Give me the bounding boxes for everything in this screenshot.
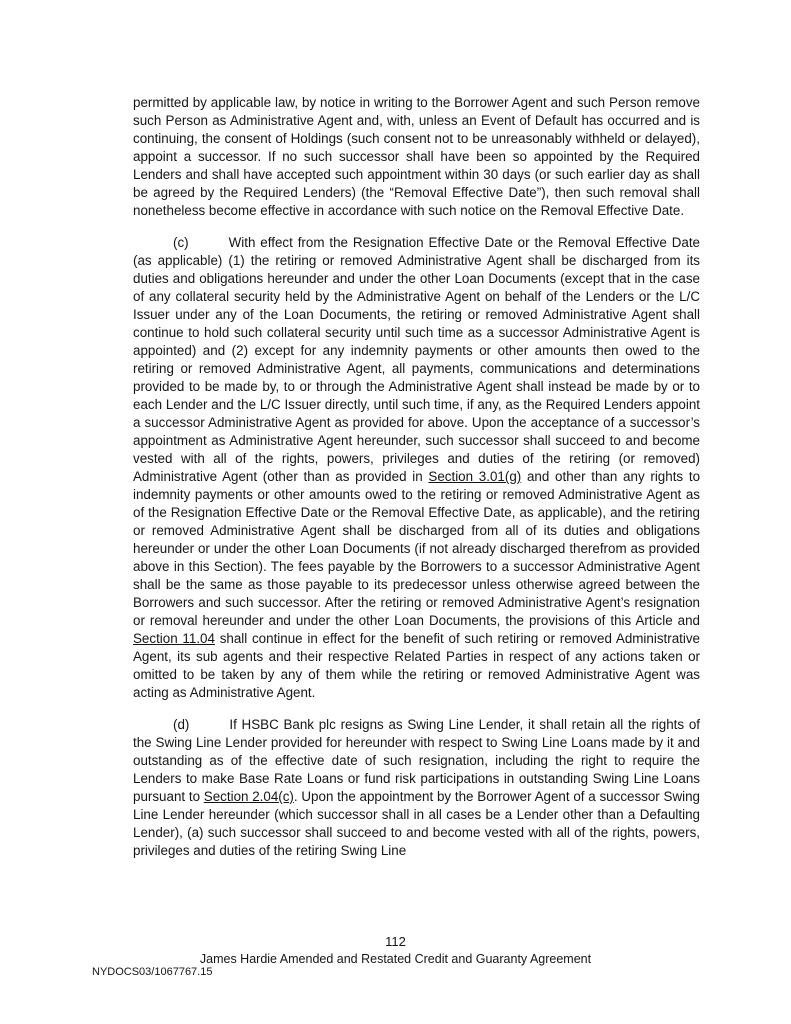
paragraph-label-d: (d) <box>173 717 190 732</box>
paragraph-text: If HSBC Bank plc resigns as Swing Line Lender, it shall retain all the rights of the Swing Line Lender provided for hereunder with respect to Swing Line Loans made by it and outstanding as of the effective date of such resignation, including the right to require the Lenders to make Base Rate Loans or fund risk participations in outstanding Swing Line Loans pursuant to <box>133 717 700 804</box>
document-id: NYDOCS03/1067767.15 <box>92 966 213 978</box>
paragraph-c <box>133 234 700 702</box>
paragraph-text: With effect from the Resignation Effective Date or the Removal Effective Date (as applicable) (1) the retiring or removed Administrative Agent shall be discharged from its duties and obligations hereunder and under the other Loan Documents (except that in the case of any collateral security held by the Administrative Agent on behalf of the Lenders or the L/C Issuer under any of the Loan Documents, the retiring or removed Administrative Agent shall continue to hold such collateral security until such time as a successor Administrative Agent is appointed) and (2) except for any indemnity payments or other amounts then owed to the retiring or removed Administrative Agent, all payments, communications and determinations provided to be made by, to or through the Administrative Agent shall instead be made by or to each Lender and the L/C Issuer directly, until such time, if any, as the Required Lenders appoint a successor Administrative Agent as provided for above. Upon the acceptance of a successor’s appointment as Administrative Agent hereunder, such successor shall succeed to and become vested with all of the rights, powers, privileges and duties of the retiring (or removed) Administrative Agent (other than as provided in <box>133 235 700 484</box>
document-title-footer: James Hardie Amended and Restated Credit and Guaranty Agreement <box>199 952 592 966</box>
paragraph-continuation <box>133 94 700 220</box>
section-reference-3-01-g: Section 3.01(g) <box>428 469 522 484</box>
document-body <box>133 94 700 874</box>
section-reference-11-04: Section 11.04 <box>133 631 215 646</box>
paragraph-text: . Upon the appointment by the Borrower Agent of a successor Swing Line Lender hereunder (which successor shall in all cases be a Lender other than a Defaulting Lender), (a) such successor shall succeed to and become vested with all of the rights, powers, privileges and duties of the retiring Swing Line <box>133 789 700 858</box>
paragraph-text: shall continue in effect for the benefit of such retiring or removed Administrative Agent, its sub agents and their respective Related Parties in respect of any actions taken or omitted to be taken by any of them while the retiring or removed Administrative Agent was acting as Administrative Agent. <box>133 631 700 700</box>
page-number: 112 <box>385 934 406 949</box>
paragraph-text: and other than any rights to indemnity payments or other amounts owed to the retiring or removed Administrative Agent as of the Resignation Effective Date or the Removal Effective Date, as applicable), and the retiring or removed Administrative Agent shall be discharged from all of its duties and obligations hereunder or under the other Loan Documents (if not already discharged therefrom as provided above in this Section). The fees payable by the Borrowers to a successor Administrative Agent shall be the same as those payable to its predecessor unless otherwise agreed between the Borrowers and such successor. After the retiring or removed Administrative Agent’s resignation or removal hereunder and under the other Loan Documents, the provisions of this Article and <box>133 469 701 628</box>
paragraph-label-c: (c) <box>173 235 189 250</box>
paragraph-text: permitted by applicable law, by notice in writing to the Borrower Agent and such Person remove such Person as Administrative Agent and, with, unless an Event of Default has occurred and is continuing, the consent of Holdings (such consent not to be unreasonably withheld or delayed), appoint a successor. If no such successor shall have been so appointed by the Required Lenders and shall have accepted such appointment within 30 days (or such earlier day as shall be agreed by the Required Lenders) (the “Removal Effective Date”), then such removal shall nonetheless become effective in accordance with such notice on the Removal Effective Date. <box>133 95 700 218</box>
section-reference-2-04-c: Section 2.04(c) <box>203 789 294 804</box>
paragraph-d <box>133 716 700 860</box>
